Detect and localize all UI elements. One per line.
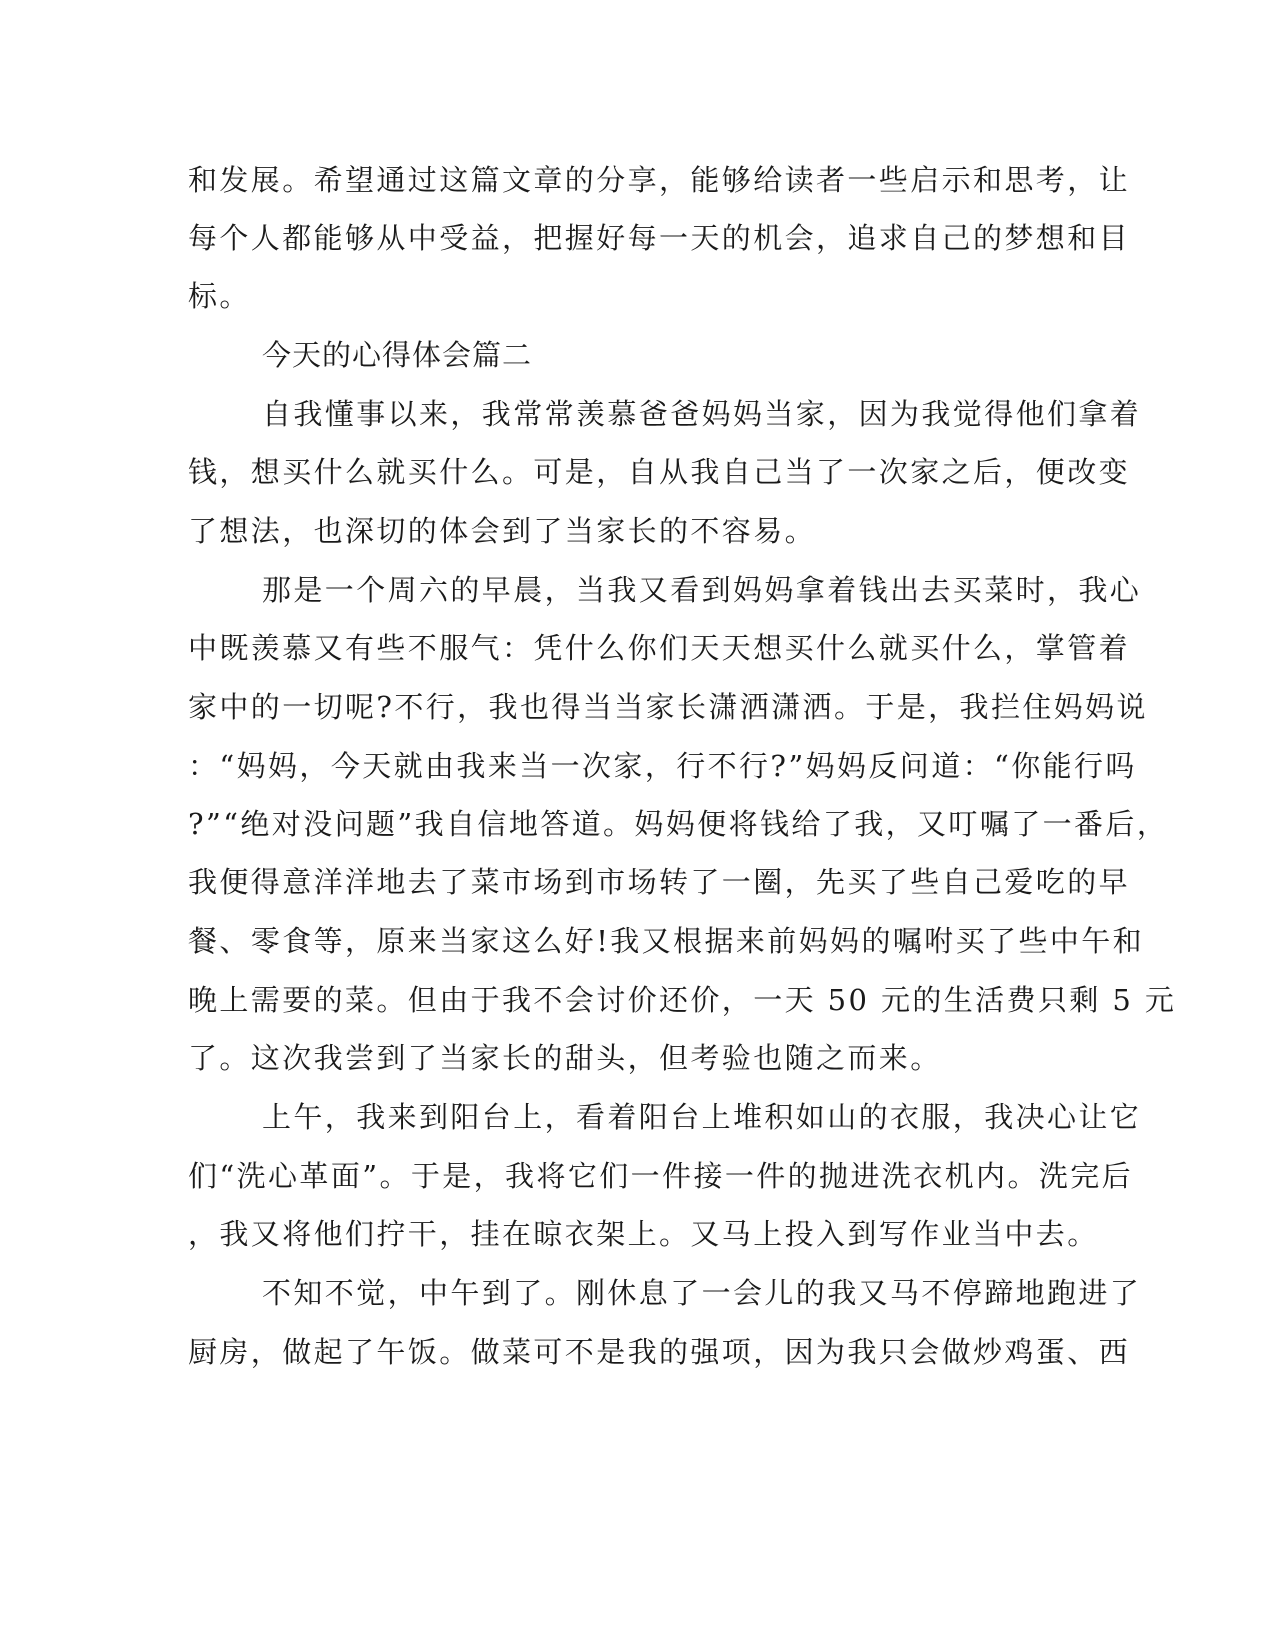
text-line: 不知不觉，中午到了。刚休息了一会儿的我又马不停蹄地跑进了 (262, 1276, 1142, 1310)
text-line: 和发展。希望通过这篇文章的分享，能够给读者一些启示和思考，让 (188, 163, 1131, 197)
text-line: ，我又将他们拧干，挂在晾衣架上。又马上投入到写作业当中去。 (188, 1217, 1099, 1251)
text-line: 了。这次我尝到了当家长的甜头，但考验也随之而来。 (188, 1041, 942, 1075)
text-line: 们“洗心革面”。于是，我将它们一件接一件的抛进洗衣机内。洗完后 (188, 1159, 1134, 1193)
text-line: 上午，我来到阳台上，看着阳台上堆积如山的衣服，我决心让它 (262, 1100, 1142, 1134)
text-line: 餐、零食等，原来当家这么好!我又根据来前妈妈的嘱咐买了些中午和 (188, 924, 1145, 958)
text-line: 标。 (188, 279, 251, 313)
text-line: 自我懂事以来，我常常羡慕爸爸妈妈当家，因为我觉得他们拿着 (262, 397, 1142, 431)
text-line: 中既羡慕又有些不服气：凭什么你们天天想买什么就买什么，掌管着 (188, 631, 1131, 665)
text-line: 那是一个周六的早晨，当我又看到妈妈拿着钱出去买菜时，我心 (262, 573, 1142, 607)
text-line: 家中的一切呢?不行，我也得当当家长潇洒潇洒。于是，我拦住妈妈说 (188, 690, 1148, 724)
text-line: 我便得意洋洋地去了菜市场到市场转了一圈，先买了些自己爱吃的早 (188, 865, 1131, 899)
section-heading: 今天的心得体会篇二 (262, 338, 533, 372)
text-line: 晚上需要的菜。但由于我不会讨价还价，一天 50 元的生活费只剩 5 元 (188, 983, 1177, 1017)
text-line: ：“妈妈，今天就由我来当一次家，行不行?”妈妈反问道：“你能行吗 (188, 749, 1137, 783)
text-line: 每个人都能够从中受益，把握好每一天的机会，追求自己的梦想和目 (188, 221, 1131, 255)
text-line: 了想法，也深切的体会到了当家长的不容易。 (188, 514, 817, 548)
text-line: ?”“绝对没问题”我自信地答道。妈妈便将钱给了我，又叮嘱了一番后， (188, 807, 1169, 841)
text-line: 钱，想买什么就买什么。可是，自从我自己当了一次家之后，便改变 (188, 455, 1131, 489)
text-line: 厨房，做起了午饭。做菜可不是我的强项，因为我只会做炒鸡蛋、西 (188, 1335, 1131, 1369)
